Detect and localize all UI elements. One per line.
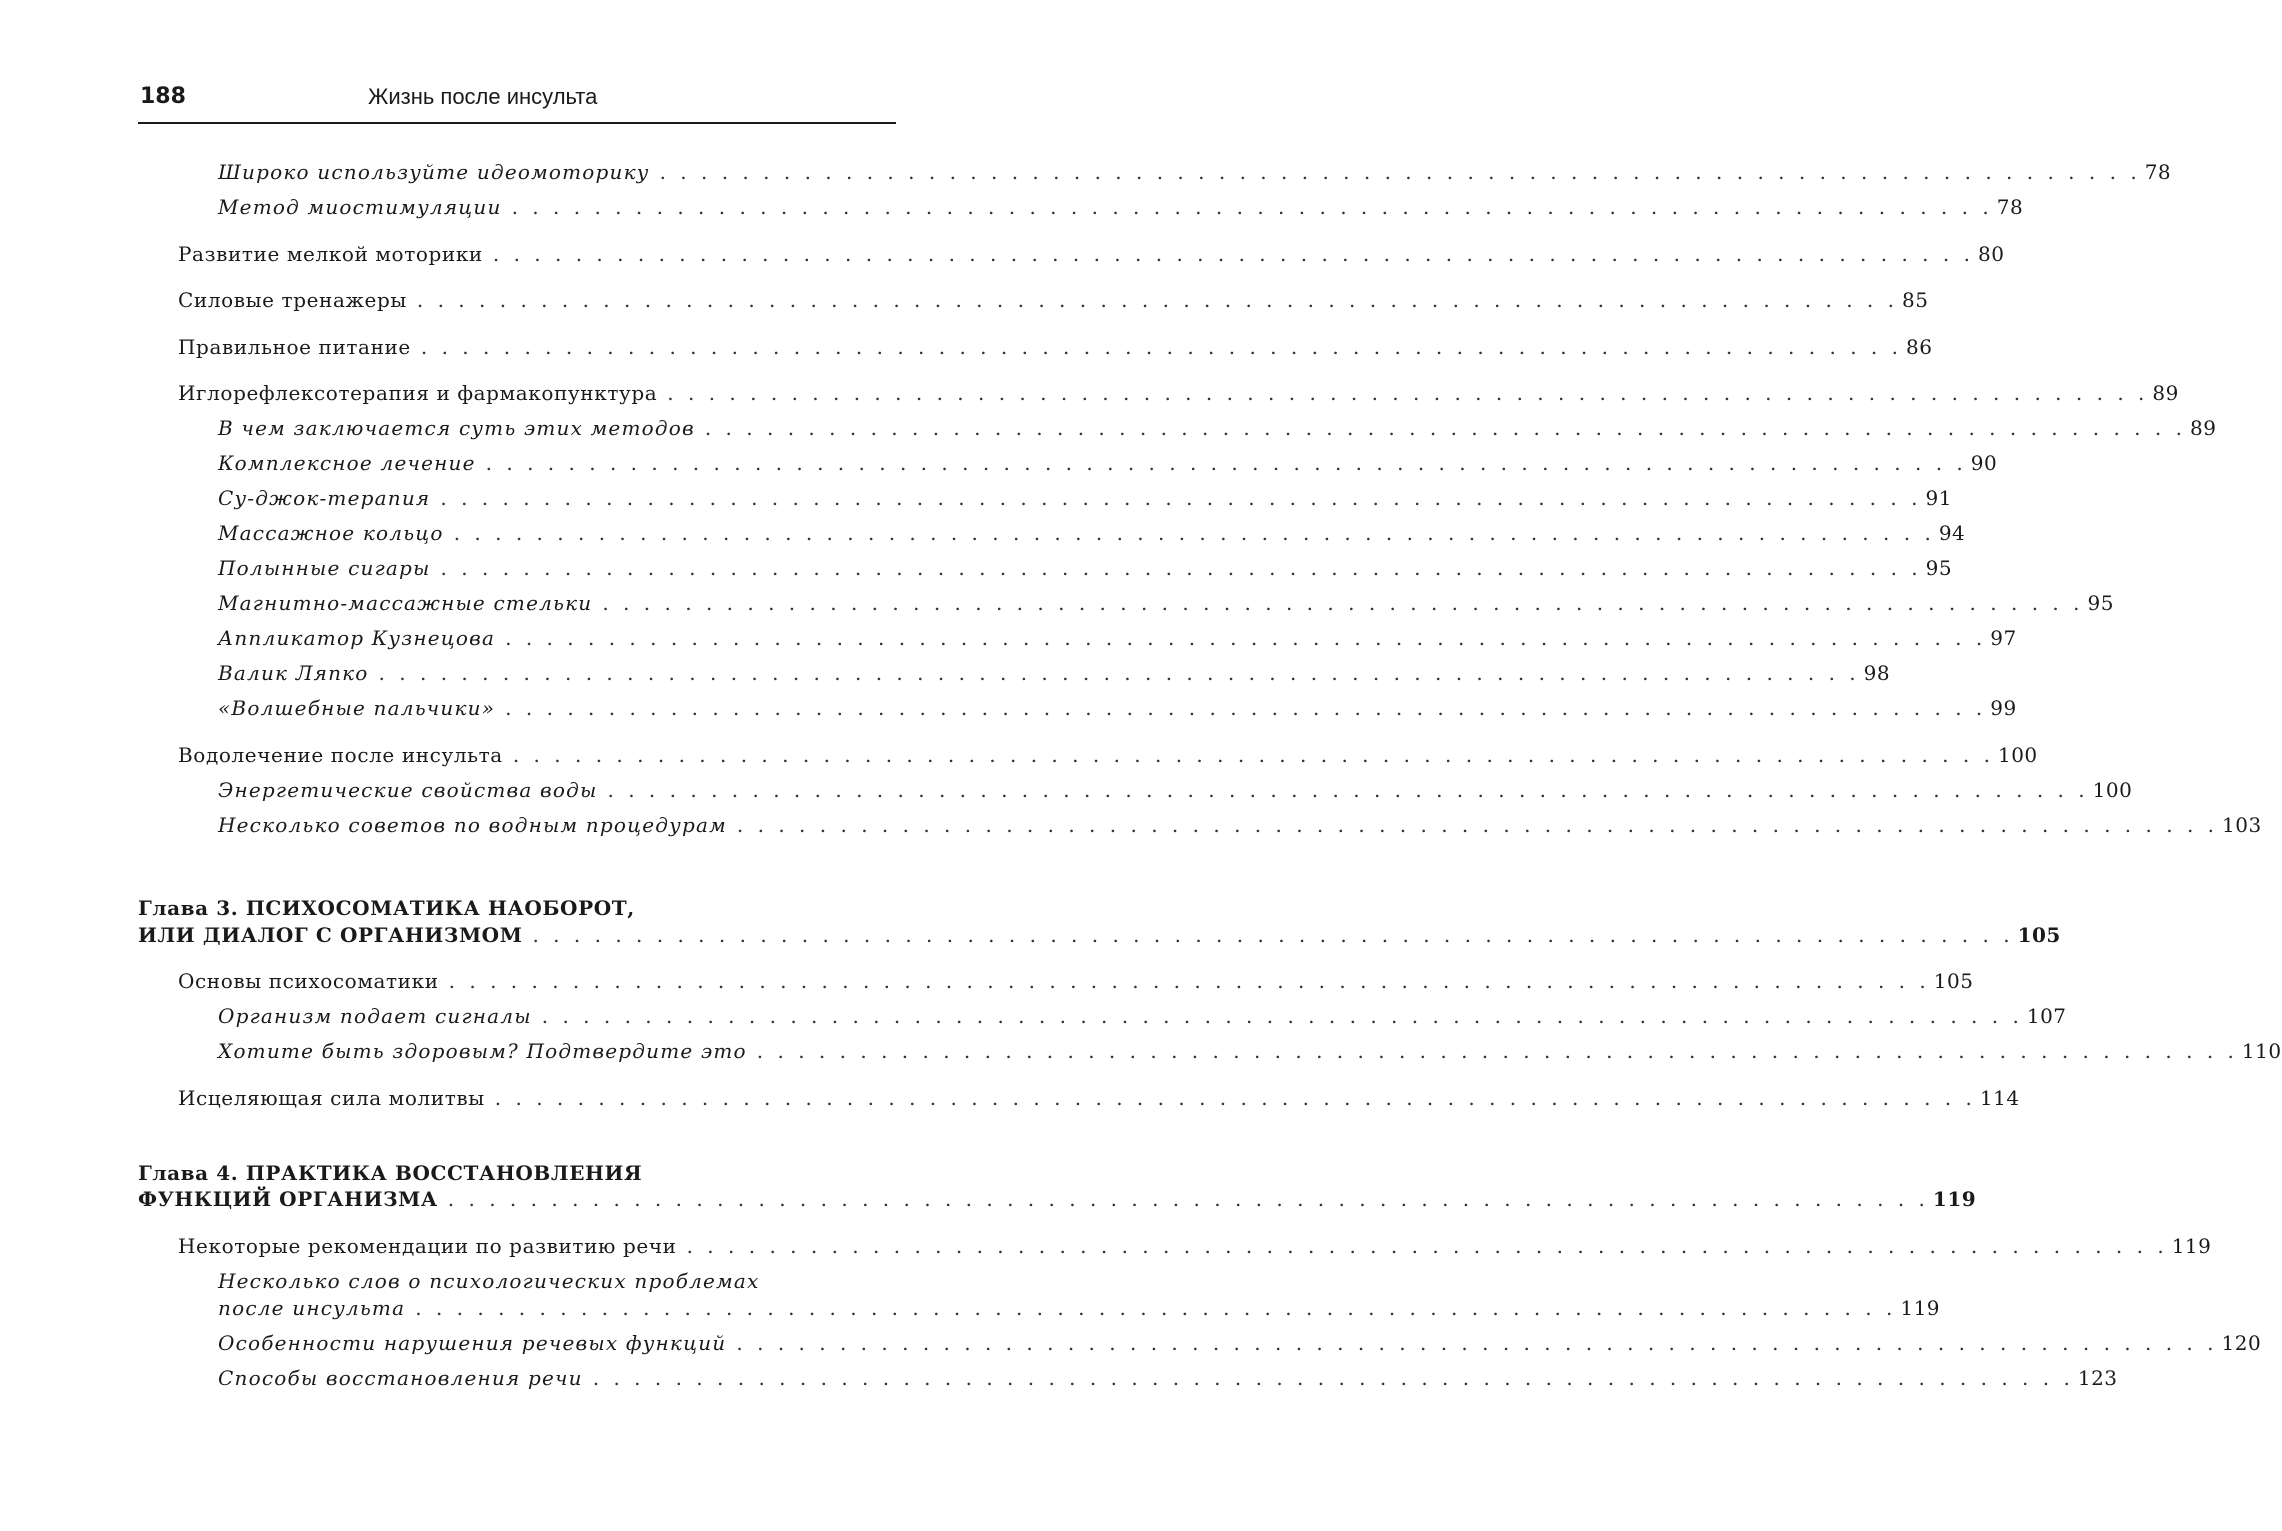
- toc-leader: . . . . . . . . . . . . . . . . . . . . . . . . . . . . . . . . . . . . . . . . . . . . . . . . . . . . . . . . . . . . . . . . . . . . . . . .: [667, 381, 2149, 405]
- toc-title: Исцеляющая сила молитвы: [178, 1086, 485, 1110]
- toc-leader: . . . . . . . . . . . . . . . . . . . . . . . . . . . . . . . . . . . . . . . . . . . . . . . . . . . . . . . . . . . . . . . . . . . . . . . .: [602, 591, 2084, 615]
- toc-leader: . . . . . . . . . . . . . . . . . . . . . . . . . . . . . . . . . . . . . . . . . . . . . . . . . . . . . . . . . . . . . . . . . . . . . . . .: [448, 969, 1930, 993]
- toc-page: 94: [1938, 521, 1966, 545]
- toc-subentry: [218, 556, 1953, 586]
- toc-title: Аппликатор Кузнецова: [218, 626, 496, 650]
- toc-entry: [178, 335, 1933, 365]
- toc-leader: . . . . . . . . . . . . . . . . . . . . . . . . . . . . . . . . . . . . . . . . . . . . . . . . . . . . . . . . . . . . . . . . . . . . . . . .: [416, 288, 1898, 312]
- toc-page: 99: [1990, 696, 2017, 720]
- toc-title: Широко используйте идеомоторику: [218, 160, 650, 184]
- toc-subentry: [218, 486, 1952, 516]
- toc-page: 89: [2152, 381, 2179, 405]
- toc-leader: . . . . . . . . . . . . . . . . . . . . . . . . . . . . . . . . . . . . . . . . . . . . . . . . . . . . . . . . . . . . . . . . . . . . . . . .: [453, 521, 1935, 545]
- toc-subentry: [218, 1331, 2262, 1361]
- toc-title: Массажное кольцо: [218, 521, 444, 545]
- toc-subentry: [218, 451, 1998, 481]
- toc-leader: . . . . . . . . . . . . . . . . . . . . . . . . . . . . . . . . . . . . . . . . . . . . . . . . . . . . . . . . . . . . . . . . . . . . . . . .: [511, 195, 1993, 219]
- toc-entry: [178, 743, 2038, 773]
- page-number: 188: [140, 84, 186, 109]
- toc-subentry: [218, 1296, 1941, 1326]
- toc-page: 119: [1900, 1296, 1941, 1320]
- toc-leader: . . . . . . . . . . . . . . . . . . . . . . . . . . . . . . . . . . . . . . . . . . . . . . . . . . . . . . . . . . . . . . . . . . . . . . . .: [756, 1039, 2238, 1063]
- toc-entry: [178, 969, 1974, 999]
- toc-leader: . . . . . . . . . . . . . . . . . . . . . . . . . . . . . . . . . . . . . . . . . . . . . . . . . . . . . . . . . . . . . . . . . . . . . . . .: [447, 1187, 1929, 1211]
- toc-page: 119: [1932, 1187, 1977, 1211]
- toc-title: Организм подает сигналы: [218, 1004, 532, 1028]
- toc-page: 90: [1970, 451, 1998, 475]
- toc-leader: . . . . . . . . . . . . . . . . . . . . . . . . . . . . . . . . . . . . . . . . . . . . . . . . . . . . . . . . . . . . . . . . . . . . . . . .: [704, 416, 2186, 440]
- toc-leader: . . . . . . . . . . . . . . . . . . . . . . . . . . . . . . . . . . . . . . . . . . . . . . . . . . . . . . . . . . . . . . . . . . . . . . . .: [607, 778, 2089, 802]
- toc-subentry: [218, 696, 2017, 726]
- toc-page: 98: [1863, 661, 1891, 685]
- toc-page: 100: [2092, 778, 2133, 802]
- toc-subentry: [218, 416, 2217, 446]
- toc-leader: . . . . . . . . . . . . . . . . . . . . . . . . . . . . . . . . . . . . . . . . . . . . . . . . . . . . . . . . . . . . . . . . . . . . . . . .: [541, 1004, 2023, 1028]
- toc-leader: . . . . . . . . . . . . . . . . . . . . . . . . . . . . . . . . . . . . . . . . . . . . . . . . . . . . . . . . . . . . . . . . . . . . . . . .: [512, 743, 1994, 767]
- toc-page: 100: [1997, 743, 2038, 767]
- toc-page: 89: [2189, 416, 2217, 440]
- toc-page: 107: [2026, 1004, 2067, 1028]
- toc-title: Водолечение после инсульта: [178, 743, 503, 767]
- toc-title: «Волшебные пальчики»: [218, 696, 496, 720]
- toc-title: В чем заключается суть этих методов: [218, 416, 695, 440]
- toc-page: 95: [2087, 591, 2114, 615]
- toc-page: 78: [2144, 160, 2172, 184]
- toc-title: Энергетические свойства воды: [218, 778, 598, 802]
- toc-subentry: [218, 160, 2172, 190]
- toc-leader: . . . . . . . . . . . . . . . . . . . . . . . . . . . . . . . . . . . . . . . . . . . . . . . . . . . . . . . . . . . . . . . . . . . . . . . .: [485, 451, 1967, 475]
- toc-page: 103: [2222, 813, 2262, 837]
- toc-title: Хотите быть здоровым? Подтвердите это: [218, 1039, 747, 1063]
- running-header: [138, 82, 896, 124]
- toc-leader: . . . . . . . . . . . . . . . . . . . . . . . . . . . . . . . . . . . . . . . . . . . . . . . . . . . . . . . . . . . . . . . . . . . . . . . .: [440, 556, 1922, 580]
- chapter-title-line: Глава 3. ПСИХОСОМАТИКА НАОБОРОТ,: [138, 896, 635, 920]
- toc-leader: . . . . . . . . . . . . . . . . . . . . . . . . . . . . . . . . . . . . . . . . . . . . . . . . . . . . . . . . . . . . . . . . . . . . . . . .: [592, 1366, 2074, 1390]
- toc-title: Су-джок-терапия: [218, 486, 431, 510]
- toc-chapter: [138, 923, 2061, 953]
- toc-entry: [178, 242, 2005, 272]
- toc-leader: . . . . . . . . . . . . . . . . . . . . . . . . . . . . . . . . . . . . . . . . . . . . . . . . . . . . . . . . . . . . . . . . . . . . . . . .: [736, 813, 2219, 837]
- toc-title: Метод миостимуляции: [218, 195, 502, 219]
- toc-page: 120: [2221, 1331, 2262, 1355]
- toc-page: 97: [1990, 626, 2017, 650]
- toc-leader: . . . . . . . . . . . . . . . . . . . . . . . . . . . . . . . . . . . . . . . . . . . . . . . . . . . . . . . . . . . . . . . . . . . . . . . .: [736, 1331, 2218, 1355]
- toc-subentry: [218, 778, 2133, 808]
- toc-leader: . . . . . . . . . . . . . . . . . . . . . . . . . . . . . . . . . . . . . . . . . . . . . . . . . . . . . . . . . . . . . . . . . . . . . . . .: [415, 1296, 1897, 1320]
- toc-subentry: [218, 661, 1891, 691]
- toc-subentry: [218, 813, 2262, 843]
- chapter-title-line: Глава 4. ПРАКТИКА ВОССТАНОВЛЕНИЯ: [138, 1161, 643, 1185]
- toc-title: после инсульта: [218, 1296, 406, 1320]
- toc-title: Полынные сигары: [218, 556, 431, 580]
- toc-leader: . . . . . . . . . . . . . . . . . . . . . . . . . . . . . . . . . . . . . . . . . . . . . . . . . . . . . . . . . . . . . . . . . . . . . . . .: [505, 626, 1987, 650]
- toc-title: Силовые тренажеры: [178, 288, 407, 312]
- toc-subentry: [218, 521, 1966, 551]
- toc-title: Способы восстановления речи: [218, 1366, 583, 1390]
- toc-page: 105: [2017, 923, 2061, 947]
- toc-title: Валик Ляпко: [218, 661, 369, 685]
- toc-page: 123: [2077, 1366, 2118, 1390]
- toc-leader: . . . . . . . . . . . . . . . . . . . . . . . . . . . . . . . . . . . . . . . . . . . . . . . . . . . . . . . . . . . . . . . . . . . . . . . .: [378, 661, 1860, 685]
- toc-title: ИЛИ ДИАЛОГ С ОРГАНИЗМОМ: [138, 923, 523, 947]
- toc-leader: . . . . . . . . . . . . . . . . . . . . . . . . . . . . . . . . . . . . . . . . . . . . . . . . . . . . . . . . . . . . . . . . . . . . . . . .: [420, 335, 1902, 359]
- toc-title: Некоторые рекомендации по развитию речи: [178, 1234, 677, 1258]
- toc-subentry-line: Несколько слов о психологических проблемах: [218, 1269, 760, 1293]
- toc-title: Комплексное лечение: [218, 451, 476, 475]
- toc-subentry: [218, 591, 2114, 621]
- toc-page: 85: [1902, 288, 1929, 312]
- running-title: Жизнь после инсульта: [368, 84, 598, 109]
- toc-leader: . . . . . . . . . . . . . . . . . . . . . . . . . . . . . . . . . . . . . . . . . . . . . . . . . . . . . . . . . . . . . . . . . . . . . . . .: [492, 242, 1974, 266]
- toc-page: 119: [2171, 1234, 2212, 1258]
- toc-entry: [178, 1086, 2020, 1116]
- toc-title: Несколько советов по водным процедурам: [218, 813, 727, 837]
- toc-page: 95: [1925, 556, 1953, 580]
- toc-leader: . . . . . . . . . . . . . . . . . . . . . . . . . . . . . . . . . . . . . . . . . . . . . . . . . . . . . . . . . . . . . . . . . . . . . . . .: [659, 160, 2141, 184]
- toc-title: Основы психосоматики: [178, 969, 439, 993]
- toc-subentry: [218, 195, 2024, 225]
- toc-leader: . . . . . . . . . . . . . . . . . . . . . . . . . . . . . . . . . . . . . . . . . . . . . . . . . . . . . . . . . . . . . . . . . . . . . . . .: [440, 486, 1922, 510]
- toc-page: 114: [1979, 1086, 2020, 1110]
- toc-entry: [178, 1234, 2212, 1264]
- toc-title: ФУНКЦИЙ ОРГАНИЗМА: [138, 1187, 438, 1211]
- toc-leader: . . . . . . . . . . . . . . . . . . . . . . . . . . . . . . . . . . . . . . . . . . . . . . . . . . . . . . . . . . . . . . . . . . . . . . . .: [494, 1086, 1976, 1110]
- toc-page: 80: [1977, 242, 2005, 266]
- toc-title: Развитие мелкой моторики: [178, 242, 483, 266]
- toc-chapter: [138, 1187, 1977, 1217]
- toc-page: 86: [1906, 335, 1933, 359]
- toc-subentry: [218, 1004, 2067, 1034]
- toc-page: 78: [1996, 195, 2024, 219]
- toc-entry: [178, 288, 1929, 318]
- toc-page: 110: [2241, 1039, 2282, 1063]
- toc-leader: . . . . . . . . . . . . . . . . . . . . . . . . . . . . . . . . . . . . . . . . . . . . . . . . . . . . . . . . . . . . . . . . . . . . . . . .: [532, 923, 2014, 947]
- toc-page: 91: [1925, 486, 1952, 510]
- toc-title: Магнитно-массажные стельки: [218, 591, 593, 615]
- toc-page: 105: [1933, 969, 1974, 993]
- toc-subentry: [218, 1366, 2118, 1396]
- toc-title: Иглорефлексотерапия и фармакопунктура: [178, 381, 658, 405]
- toc-title: Правильное питание: [178, 335, 411, 359]
- toc-subentry: [218, 626, 2017, 656]
- toc-entry: [178, 381, 2179, 411]
- toc-leader: . . . . . . . . . . . . . . . . . . . . . . . . . . . . . . . . . . . . . . . . . . . . . . . . . . . . . . . . . . . . . . . . . . . . . . . .: [505, 696, 1987, 720]
- toc-leader: . . . . . . . . . . . . . . . . . . . . . . . . . . . . . . . . . . . . . . . . . . . . . . . . . . . . . . . . . . . . . . . . . . . . . . . .: [686, 1234, 2168, 1258]
- toc-subentry: [218, 1039, 2282, 1069]
- toc-title: Особенности нарушения речевых функций: [218, 1331, 727, 1355]
